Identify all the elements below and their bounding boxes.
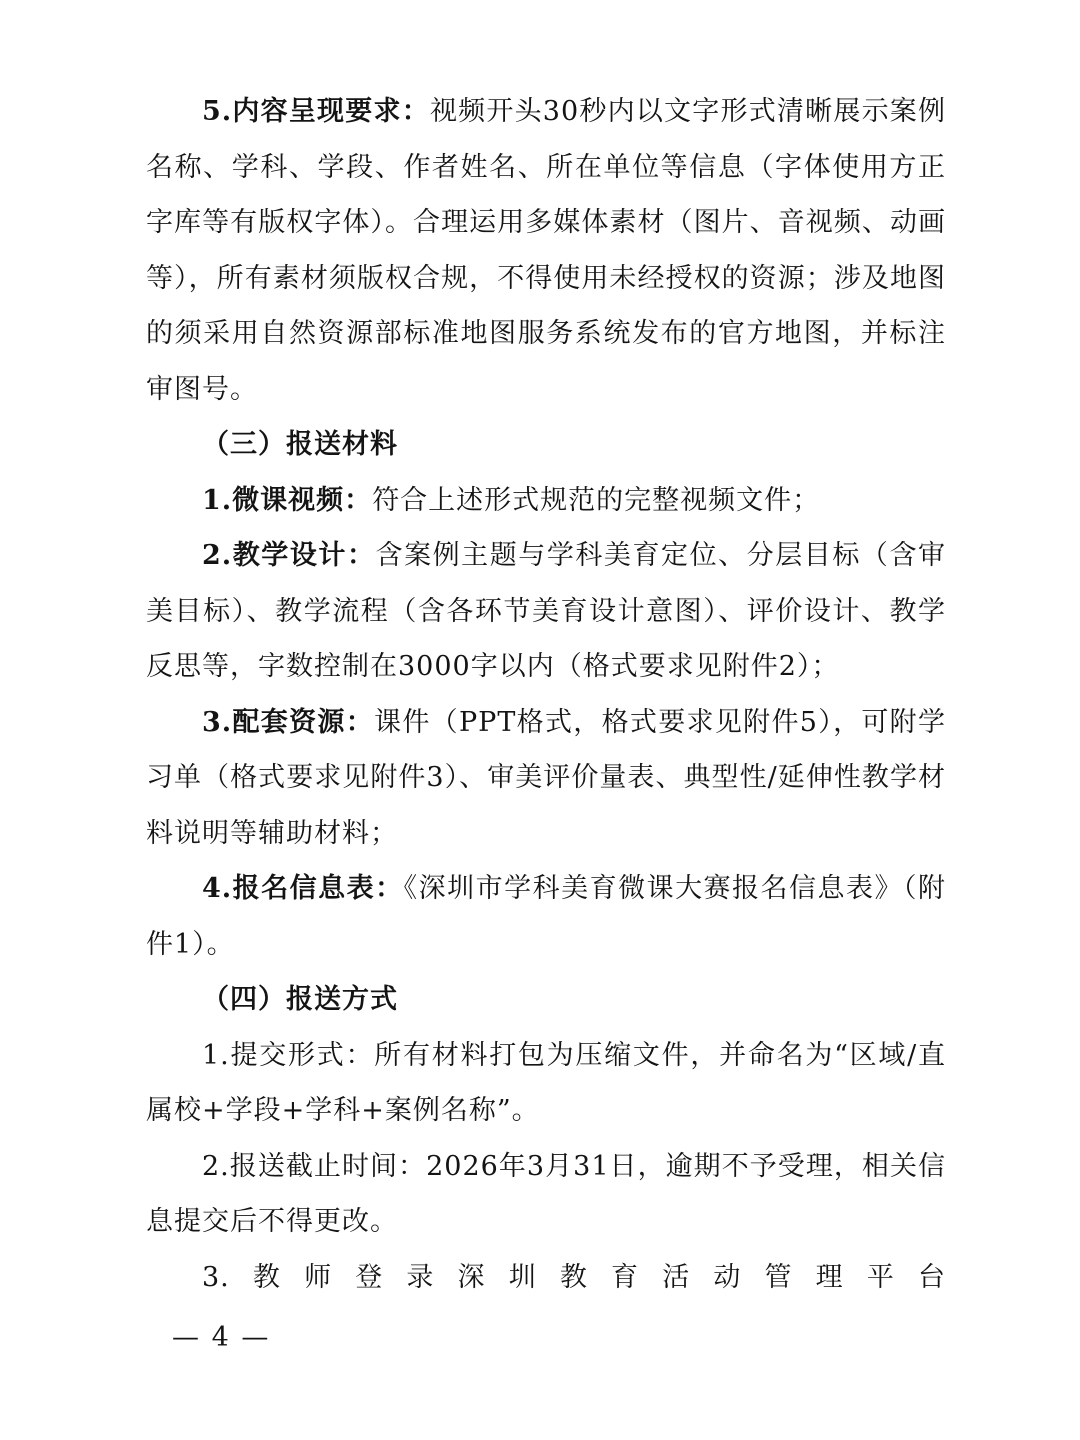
paragraph-deadline: 2.报送截止时间：2026年3月31日，逾期不予受理，相关信息提交后不得更改。 <box>146 1150 946 1237</box>
paragraph-lead: 3.配套资源： <box>202 706 375 738</box>
paragraph-supporting-resources <box>146 695 946 862</box>
paragraph-submission-format: 1.提交形式：所有材料打包为压缩文件，并命名为“区域/直属校+学段+学科+案例名称”。 <box>146 1039 946 1126</box>
paragraph-text: 符合上述形式规范的完整视频文件； <box>372 484 821 516</box>
page-number: — 4 — <box>172 1322 271 1353</box>
paragraph-registration-form <box>146 861 946 972</box>
paragraph-lead: 4.报名信息表： <box>202 873 404 904</box>
paragraph-lead: 2.教学设计： <box>202 540 376 571</box>
paragraph-text: 视频开头30秒内以文字形式清晰展示案例名称、学科、学段、作者姓名、所在单位等信息（字体使用方正字库等有版权字体）。合理运用多媒体素材（图片、音视频、动画等），所有素材须版权合规，不得使用未经授权的资源；涉及地图的须采用自然资源部标准地图服务系统发布的官方地图，并标注审图号。 <box>146 96 947 405</box>
section-heading-submission: （四）报送方式 <box>202 984 398 1015</box>
paragraph-text: 含案例主题与学科美育定位、分层目标（含审美目标）、教学流程（含各环节美育设计意图）、评价设计、教学反思等，字数控制在3000字以内（格式要求见附件2）； <box>146 540 947 682</box>
paragraph-lead: 5.内容呈现要求： <box>202 96 430 127</box>
paragraph-lead: 1.微课视频： <box>202 484 373 516</box>
paragraph-platform-login: 3.教师登录深圳教育活动管理平台 <box>202 1261 946 1293</box>
paragraph-micro-video <box>146 473 946 529</box>
document-body <box>146 84 946 1305</box>
paragraph-text: 课件（PPT格式，格式要求见附件5），可附学习单（格式要求见附件3）、审美评价量表、典型性/延伸性教学材料说明等辅助材料； <box>146 706 946 849</box>
paragraph-teaching-design <box>146 528 946 695</box>
paragraph-text: 《深圳市学科美育微课大赛报名信息表》（附件1）。 <box>146 873 947 960</box>
section-heading-materials: （三）报送材料 <box>202 429 398 460</box>
paragraph-content-requirements <box>146 84 946 417</box>
